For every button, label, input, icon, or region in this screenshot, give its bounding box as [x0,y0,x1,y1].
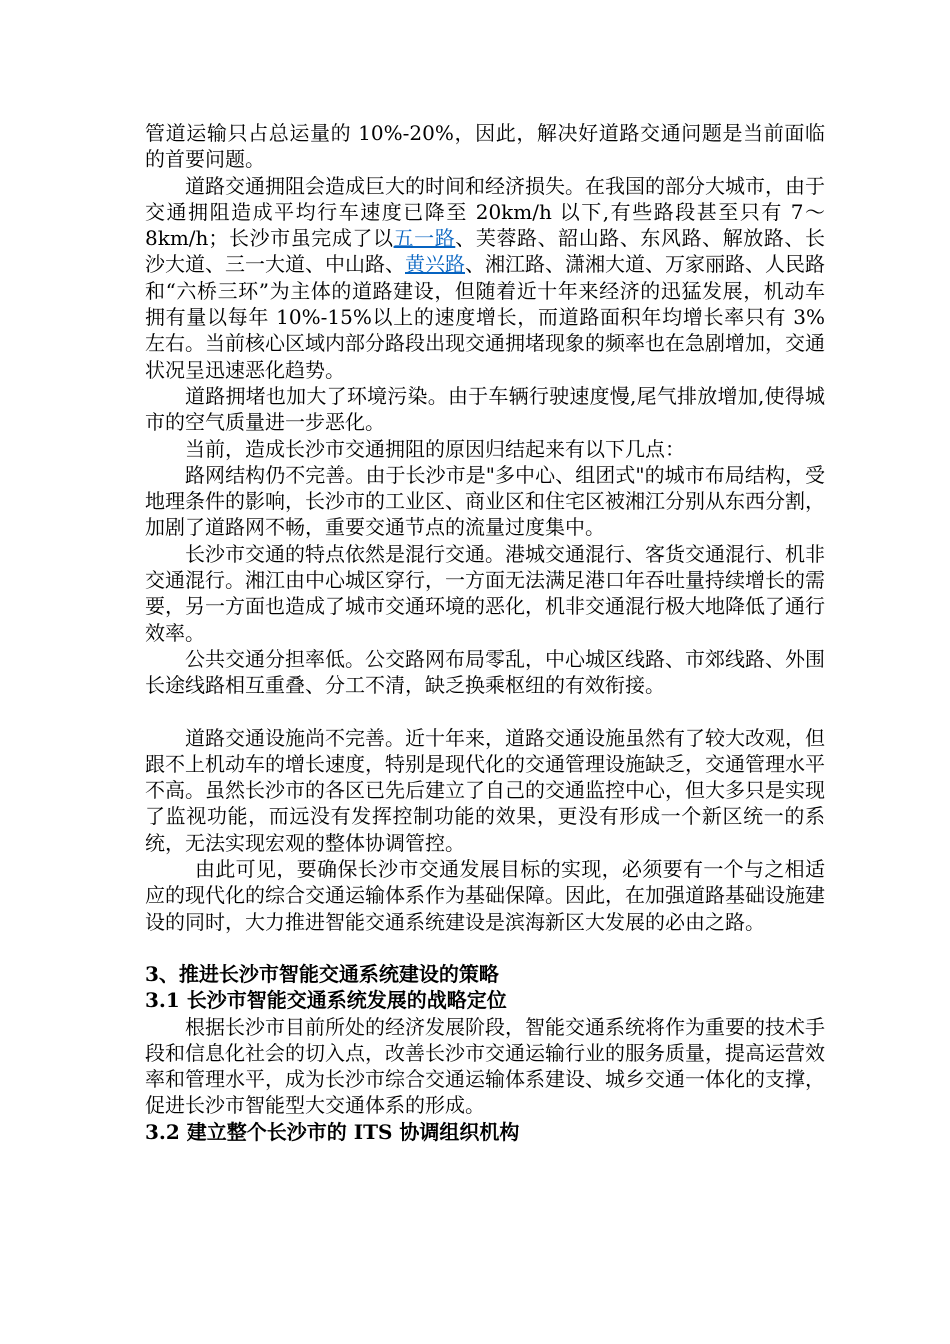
paragraph-strategic-positioning: 根据长沙市目前所处的经济发展阶段，智能交通系统将作为重要的技术手段和信息化社会的切入点，改善长沙市交通运输行业的服务质量，提高运营效率和管理水平，成为长沙市综合交通运输体系建设、城乡交通一体化的支撑，促进长沙市智能型大交通体系的形成。 [145,1014,825,1118]
paragraph-conclusion: 由此可见，要确保长沙市交通发展目标的实现，必须要有一个与之相适应的现代化的综合交通运输体系作为基础保障。因此，在加强道路基础设施建设的同时，大力推进智能交通系统建设是滨海新区大发展的必由之路。 [145,857,825,934]
document-body [145,120,825,1145]
paragraph-congestion-loss-text-c: 、湘江路、潇湘大道、万家丽路、人民路和“六桥三环”为主体的道路建设，但随着近十年来经济的迅猛发展，机动车拥有量以每年 10%-15%以上的速度增长，而道路面积年均增长率只有 3%左右。当前核心区域内部分路段出现交通拥堵现象的频率也在急剧增加，交通状况呈迅速恶化趋势。 [145,252,825,382]
link-huangxing-road[interactable]: 黄兴路 [405,252,465,277]
section-heading-3: 3、推进长沙市智能交通系统建设的策略 [145,961,499,986]
blank-line [145,935,825,961]
paragraph-road-network: 路网结构仍不完善。由于长沙市是"多中心、组团式"的城市布局结构，受地理条件的影响，长沙市的工业区、商业区和住宅区被湘江分别从东西分割，加剧了道路网不畅，重要交通节点的流量过度集中。 [145,462,825,540]
paragraph-facilities: 道路交通设施尚不完善。近十年来，道路交通设施虽然有了较大改观，但跟不上机动车的增长速度，特别是现代化的交通管理设施缺乏，交通管理水平不高。虽然长沙市的各区已先后建立了自己的交通监控中心，但大多只是实现了监视功能，而远没有发挥控制功能的效果，更没有形成一个新区统一的系统，无法实现宏观的整体协调管控。 [145,725,825,855]
paragraph-pollution: 道路拥堵也加大了环境污染。由于车辆行驶速度慢,尾气排放增加,使得城市的空气质量进一步恶化。 [145,383,825,435]
paragraph-pipeline-share: 管道运输只占总运量的 10%-20%，因此，解决好道路交通问题是当前面临的首要问题。 [145,121,825,172]
paragraph-mixed-traffic: 长沙市交通的特点依然是混行交通。港城交通混行、客货交通混行、机非交通混行。湘江由中心城区穿行，一方面无法满足港口年吞吐量持续增长的需要，另一方面也造成了城市交通环境的恶化，机非交通混行极大地降低了通行效率。 [145,541,825,645]
paragraph-public-transit: 公共交通分担率低。公交路网布局零乱，中心城区线路、市郊线路、外围长途线路相互重叠、分工不清，缺乏换乘枢纽的有效衔接。 [145,646,825,698]
paragraph-congestion-loss [145,173,825,383]
section-heading-3-1: 3.1 长沙市智能交通系统发展的战略定位 [145,988,507,1013]
paragraph-congestion-loss-text-b: 、芙蓉路、韶山路、东风路、解放路、长沙大道、三一大道、中山路、 [145,226,826,277]
section-heading-3-2: 3.2 建立整个长沙市的 ITS 协调组织机构 [145,1119,520,1144]
paragraph-causes-intro: 当前，造成长沙市交通拥阻的原因归结起来有以下几点： [185,436,685,461]
paragraph-congestion-loss-text-a: 道路交通拥阻会造成巨大的时间和经济损失。在我国的部分大城市，由于交通拥阻造成平均行车速度已降至 20km/h 以下,有些路段甚至只有 7～8km/h；长沙市虽完成了以 [145,173,825,251]
blank-line [145,699,825,725]
link-wuyi-road[interactable]: 五一路 [393,226,456,251]
